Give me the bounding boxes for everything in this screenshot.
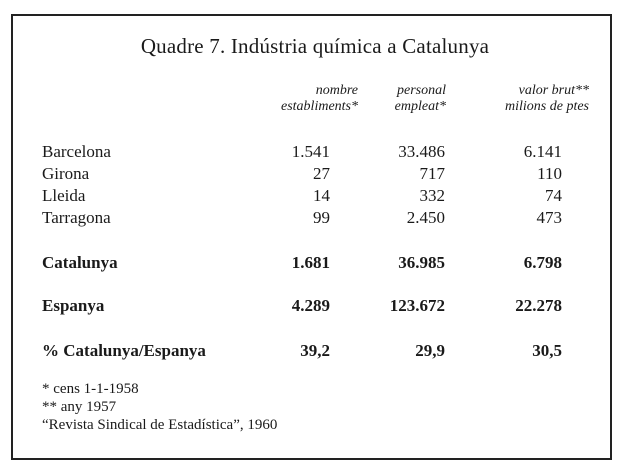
cell-value: 6.141 <box>523 142 562 161</box>
header-line: establiments* <box>281 99 358 114</box>
row-label-lleida: Lleida <box>42 186 86 205</box>
cell-value: 4.289 <box>291 296 330 315</box>
header-line: empleat* <box>394 99 446 114</box>
row-label-barcelona: Barcelona <box>42 142 111 161</box>
cell-value: 14 <box>313 186 330 205</box>
cell-value: 27 <box>313 164 330 183</box>
cell-value: 33.486 <box>398 142 445 161</box>
row-label-tarragona: Tarragona <box>42 208 111 227</box>
row-label-girona: Girona <box>42 164 90 183</box>
cell-value: 36.985 <box>398 253 445 272</box>
cell-value: 1.541 <box>291 142 330 161</box>
cell-value: 332 <box>419 186 445 205</box>
cell-value: 123.672 <box>389 296 445 315</box>
cell-value: 6.798 <box>523 253 562 272</box>
footnote-source: “Revista Sindical de Estadística”, 1960 <box>42 417 278 433</box>
header-personal-empleat <box>395 83 446 115</box>
header-line: valor brut** <box>518 83 589 98</box>
cell-value: 1.681 <box>291 253 330 272</box>
header-valor-brut <box>505 83 589 115</box>
cell-value: 99 <box>313 208 330 227</box>
header-line: personal <box>397 83 446 98</box>
table-title: Quadre 7. Indústria química a Catalunya <box>140 34 490 58</box>
cell-value: 473 <box>536 208 562 227</box>
header-nombre-establiments <box>281 83 358 115</box>
header-line: nombre <box>315 83 358 98</box>
cell-value: 2.450 <box>406 208 445 227</box>
row-label-espanya: Espanya <box>42 296 105 315</box>
footnote-any: ** any 1957 <box>42 399 117 415</box>
cell-value: 22.278 <box>515 296 562 315</box>
row-label-catalunya: Catalunya <box>42 253 118 272</box>
cell-value: 30,5 <box>532 341 562 360</box>
header-line: milions de ptes <box>505 99 589 114</box>
cell-value: 110 <box>537 164 562 183</box>
row-label-percent: % Catalunya/Espanya <box>42 341 206 360</box>
cell-value: 717 <box>419 164 445 183</box>
footnote-cens: * cens 1-1-1958 <box>42 381 139 397</box>
cell-value: 29,9 <box>415 341 445 360</box>
cell-value: 74 <box>545 186 562 205</box>
cell-value: 39,2 <box>300 341 330 360</box>
